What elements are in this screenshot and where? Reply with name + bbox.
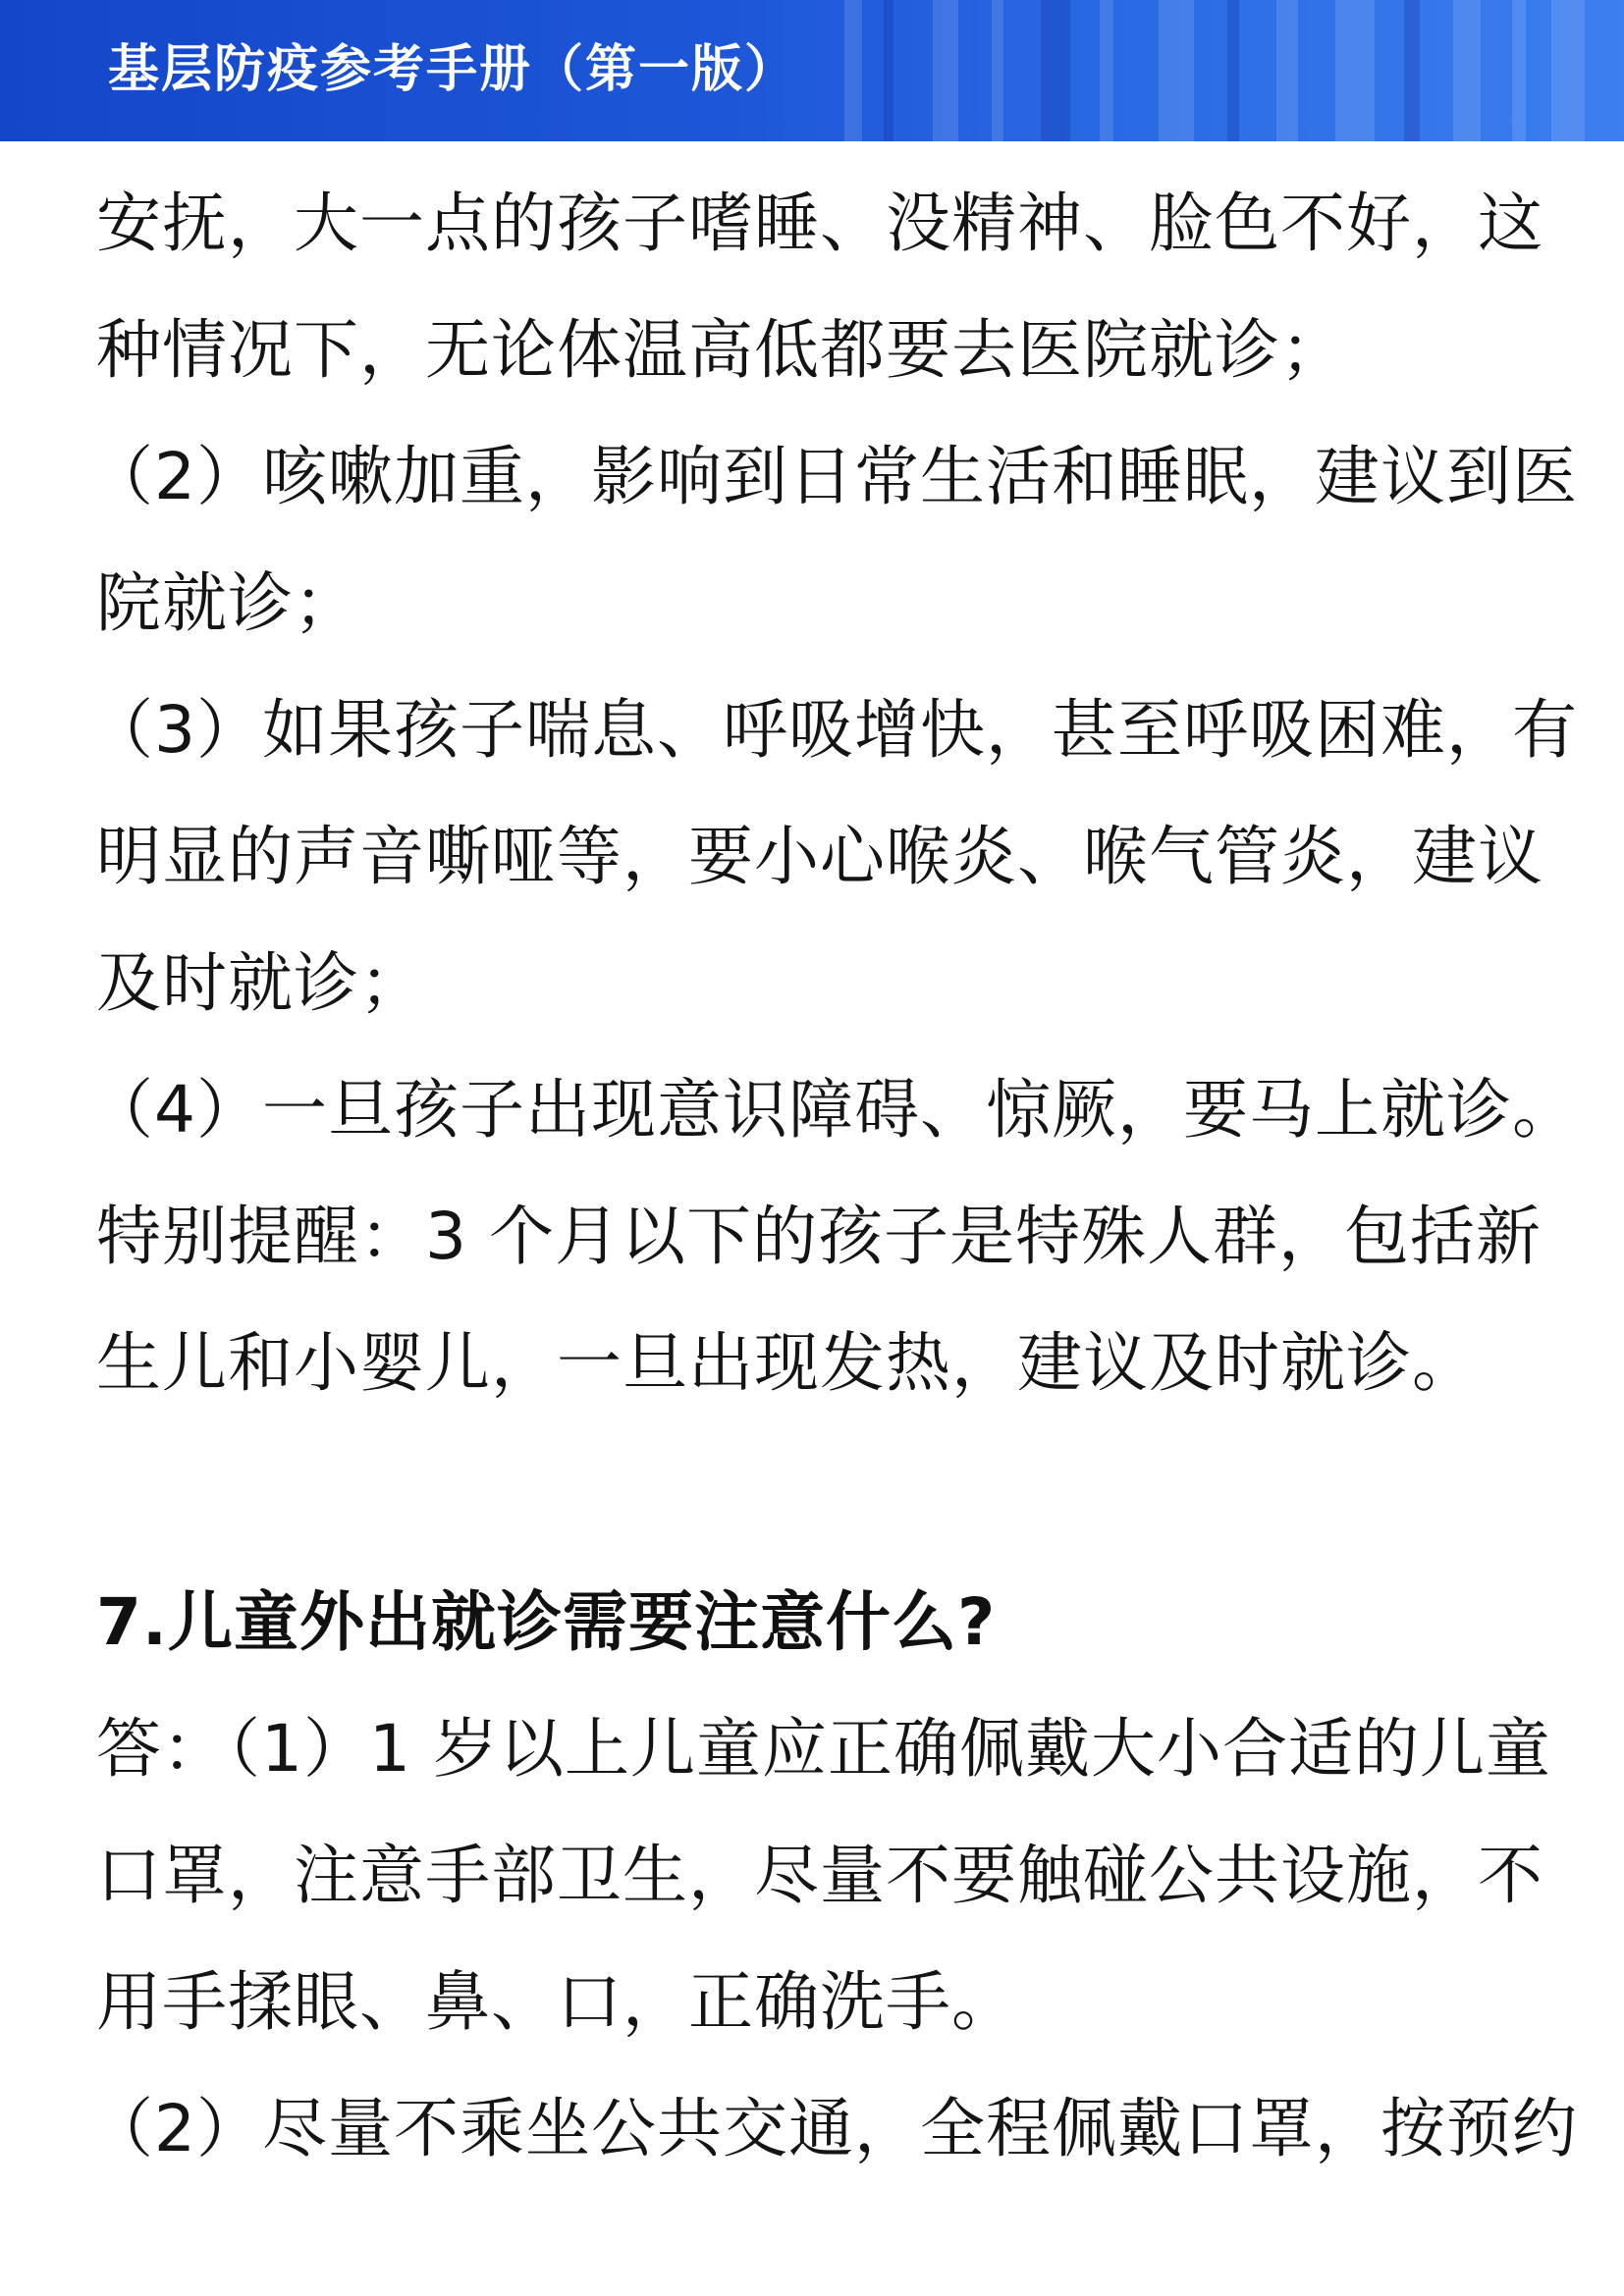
paragraph-line: 种情况下，无论体温高低都要去医院就诊；: [96, 312, 1346, 388]
paragraph-line: （3）如果孩子喘息、呼吸增快，甚至呼吸困难，有: [88, 692, 1578, 768]
paragraph-line: 答：（1）1 岁以上儿童应正确佩戴大小合适的儿童: [96, 1711, 1551, 1787]
paragraph-line: 明显的声音嘶哑等，要小心喉炎、喉气管炎，建议: [96, 819, 1543, 894]
paragraph-line: 特别提醒：3 个月以下的孩子是特殊人群，包括新: [96, 1199, 1542, 1274]
paragraph-line: 口罩，注意手部卫生，尽量不要触碰公共设施，不: [96, 1838, 1543, 1913]
paragraph-line: （2）尽量不乘坐公共交通，全程佩戴口罩，按预约: [88, 2091, 1578, 2166]
paragraph-line: 院就诊；: [96, 565, 359, 641]
paragraph-line: （2）咳嗽加重，影响到日常生活和睡眠，建议到医: [88, 439, 1578, 514]
paragraph-line: （4）一旦孩子出现意识障碍、惊厥，要马上就诊。: [88, 1072, 1578, 1148]
paragraph-line: 生儿和小婴儿，一旦出现发热，建议及时就诊。: [96, 1325, 1478, 1401]
paragraph-line: 安抚，大一点的孩子嗜睡、没精神、脸色不好，这: [96, 186, 1543, 261]
paragraph-line: 用手揉眼、鼻、口，正确洗手。: [96, 1964, 1017, 2040]
paragraph-line: 及时就诊；: [96, 945, 425, 1021]
page-title: 基层防疫参考手册（第一版）: [108, 40, 798, 99]
section-heading: 7.儿童外出就诊需要注意什么?: [96, 1584, 997, 1660]
